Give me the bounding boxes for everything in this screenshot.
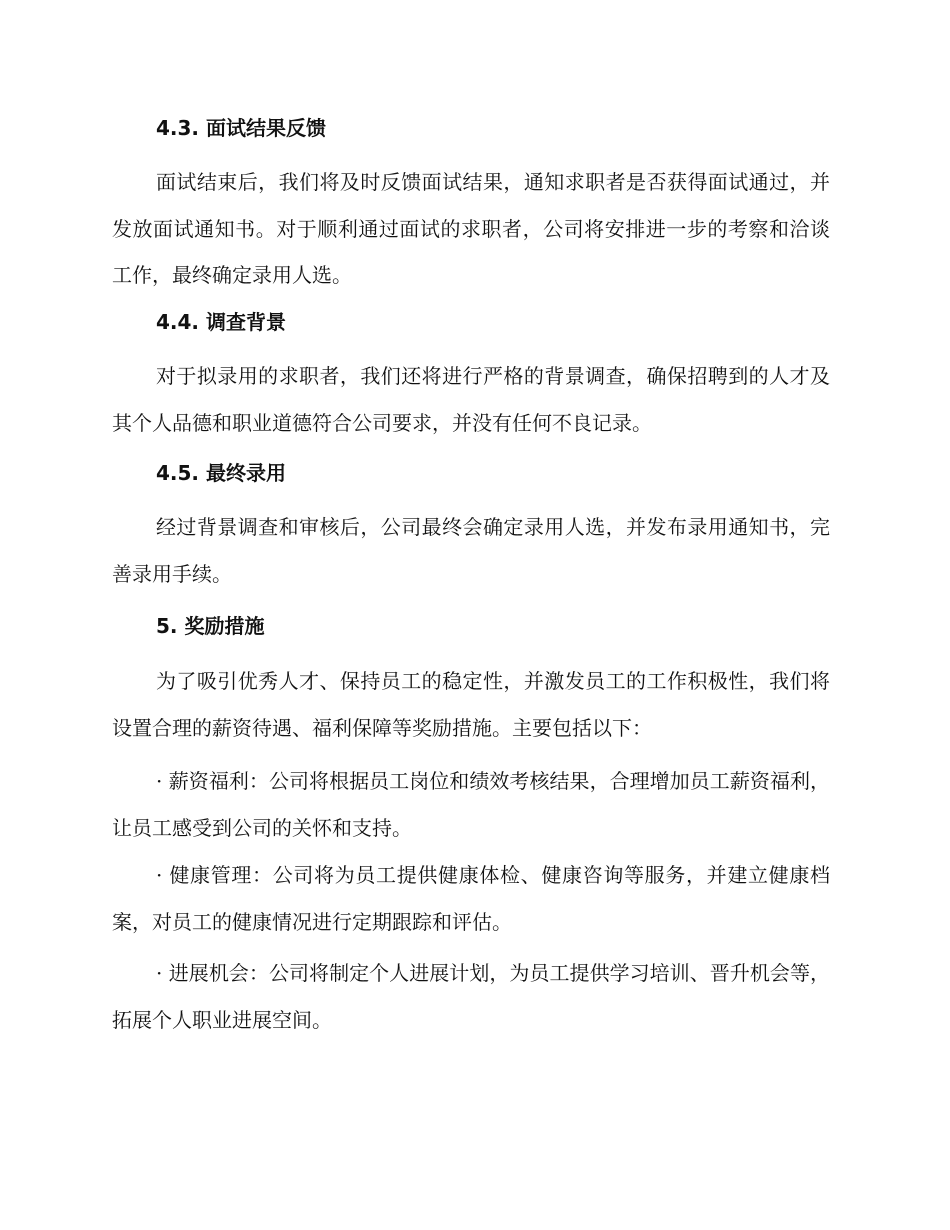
section-heading: 4.4. 调查背景 [156,310,286,334]
section-heading: 4.3. 面试结果反馈 [156,116,326,140]
section-heading: 5. 奖励措施 [156,614,265,638]
bullet-item: · 进展机会：公司将制定个人进展计划，为员工提供学习培训、晋升机会等，拓展个人职业进展空间。 [112,961,830,1032]
body-paragraph: 为了吸引优秀人才、保持员工的稳定性，并激发员工的工作积极性，我们将设置合理的薪资待遇、福利保障等奖励措施。主要包括以下： [112,669,830,740]
body-paragraph: 经过背景调查和审核后，公司最终会确定录用人选，并发布录用通知书，完善录用手续。 [112,515,830,586]
body-paragraph: 面试结束后，我们将及时反馈面试结果，通知求职者是否获得面试通过，并发放面试通知书。对于顺利通过面试的求职者，公司将安排进一步的考察和洽谈工作，最终确定录用人选。 [112,170,830,287]
bullet-item: · 健康管理：公司将为员工提供健康体检、健康咨询等服务，并建立健康档案，对员工的健康情况进行定期跟踪和评估。 [112,863,830,934]
bullet-item: · 薪资福利：公司将根据员工岗位和绩效考核结果，合理增加员工薪资福利，让员工感受到公司的关怀和支持。 [112,769,830,840]
section-heading: 4.5. 最终录用 [156,461,286,485]
body-paragraph: 对于拟录用的求职者，我们还将进行严格的背景调查，确保招聘到的人才及其个人品德和职业道德符合公司要求，并没有任何不良记录。 [112,364,830,435]
